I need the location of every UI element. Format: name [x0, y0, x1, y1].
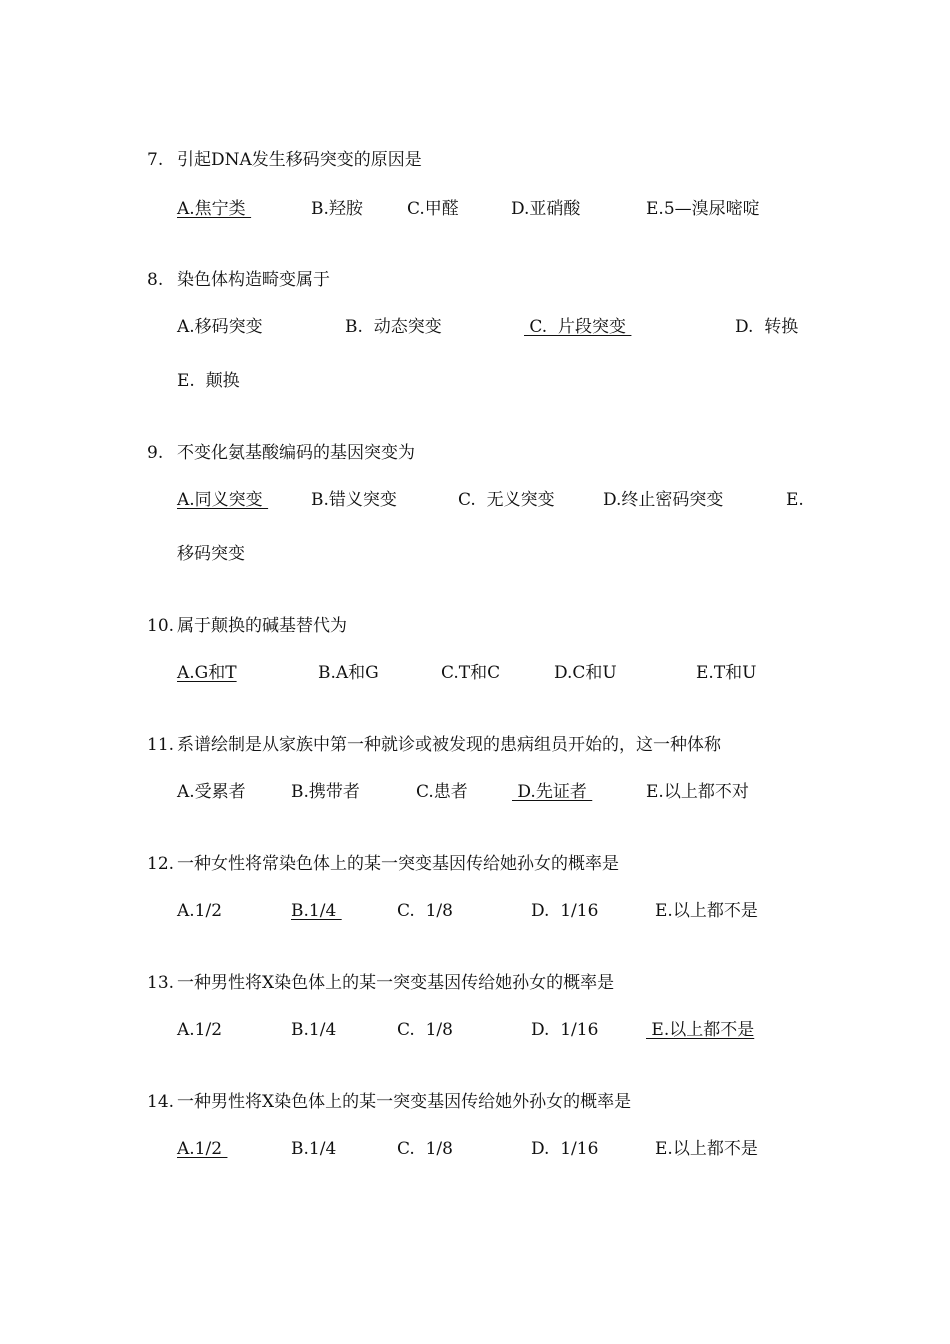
- question-text: 不变化氨基酸编码的基因突变为: [177, 443, 415, 463]
- option-a-answer: A.1/2: [177, 1139, 228, 1159]
- question-text: 染色体构造畸变属于: [177, 270, 330, 290]
- question-number: 8.: [147, 270, 164, 290]
- question-text: 属于颠换的碱基替代为: [177, 616, 347, 636]
- option-c: C.患者: [416, 782, 468, 802]
- option-e: E.以上都不对: [646, 782, 749, 802]
- option-e: E.以上都不是: [655, 901, 758, 921]
- option-a-answer: A.焦宁类: [177, 199, 252, 219]
- option-b: B.1/4: [291, 1139, 337, 1159]
- option-d: D.亚硝酸: [511, 199, 581, 219]
- question-9-stem: [147, 441, 415, 465]
- option-b: B.A和G: [318, 663, 379, 683]
- question-number: 12.: [147, 854, 175, 874]
- option-c: C.甲醛: [407, 199, 459, 219]
- option-c: C.T和C: [441, 663, 501, 683]
- option-c: C. 1/8: [397, 1139, 453, 1159]
- option-e: E.以上都不是: [655, 1139, 758, 1159]
- question-text: 一种男性将X染色体上的某一突变基因传给她孙女的概率是: [177, 973, 615, 993]
- question-number: 7.: [147, 150, 164, 170]
- option-b-answer: B.1/4: [291, 901, 342, 921]
- option-e-answer: E.以上都不是: [646, 1020, 755, 1040]
- option-d-answer: D.先证者: [512, 782, 593, 802]
- option-a: A.1/2: [177, 901, 223, 921]
- option-d: D. 1/16: [531, 1139, 599, 1159]
- option-a-answer: A.同义突变: [177, 490, 269, 510]
- question-number: 9.: [147, 443, 164, 463]
- option-d: D. 1/16: [531, 901, 599, 921]
- option-d: D.C和U: [554, 663, 617, 683]
- question-number: 13.: [147, 973, 175, 993]
- option-b: B.1/4: [291, 1020, 337, 1040]
- option-d: D.终止密码突变: [603, 490, 724, 510]
- question-13-stem: [147, 971, 614, 995]
- option-a: A.移码突变: [177, 317, 263, 337]
- option-c: C. 1/8: [397, 1020, 453, 1040]
- question-10-stem: [147, 614, 347, 638]
- option-e: E.: [786, 490, 804, 510]
- option-e: E.5—溴尿嘧啶: [646, 199, 760, 219]
- question-text: 一种男性将X染色体上的某一突变基因传给她外孙女的概率是: [177, 1092, 632, 1112]
- option-b: B.错义突变: [311, 490, 397, 510]
- option-e: E.T和U: [696, 663, 757, 683]
- option-c: C. 1/8: [397, 901, 453, 921]
- option-b: B.携带者: [291, 782, 360, 802]
- option-a: A.受累者: [177, 782, 246, 802]
- option-a: A.1/2: [177, 1020, 223, 1040]
- question-text: 引起DNA发生移码突变的原因是: [177, 150, 422, 170]
- option-e: E. 颠换: [177, 371, 240, 391]
- question-8-stem: [147, 268, 330, 292]
- option-a-answer: A.G和T: [177, 663, 237, 683]
- question-14-stem: [147, 1090, 631, 1114]
- option-d: D. 转换: [735, 317, 799, 337]
- question-11-stem: [147, 733, 721, 757]
- option-c-answer: C. 片段突变: [524, 317, 632, 337]
- option-b: B.羟胺: [311, 199, 363, 219]
- question-12-stem: [147, 852, 619, 876]
- option-d: D. 1/16: [531, 1020, 599, 1040]
- question-number: 10.: [147, 616, 175, 636]
- question-text: 一种女性将常染色体上的某一突变基因传给她孙女的概率是: [177, 854, 619, 874]
- question-7-stem: [147, 148, 422, 172]
- option-e-text: 移码突变: [177, 544, 245, 564]
- question-number: 11.: [147, 735, 175, 755]
- option-b: B. 动态突变: [345, 317, 442, 337]
- option-c: C. 无义突变: [458, 490, 555, 510]
- question-text: 系谱绘制是从家族中第一种就诊或被发现的患病组员开始的，这一种体称: [177, 735, 721, 755]
- question-number: 14.: [147, 1092, 175, 1112]
